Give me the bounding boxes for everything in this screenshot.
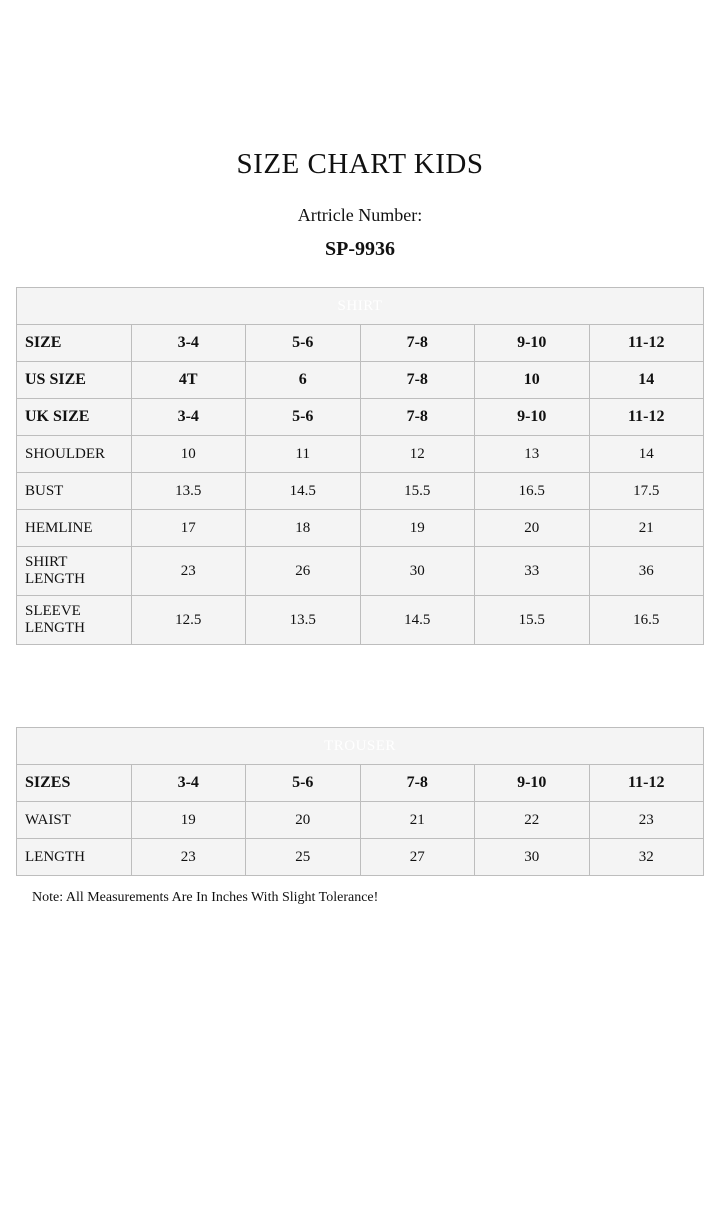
section-spacer xyxy=(16,645,704,727)
table-row xyxy=(17,596,704,645)
page-title: SIZE CHART KIDS xyxy=(236,148,484,180)
row-value: 13.5 xyxy=(246,596,361,645)
row-value: 3-4 xyxy=(131,325,246,362)
row-value: 18 xyxy=(246,510,361,547)
row-value: 16.5 xyxy=(475,473,590,510)
row-value: 13 xyxy=(475,436,590,473)
row-value: 14 xyxy=(589,362,704,399)
shirt-table-wrapper xyxy=(16,287,704,645)
row-value: 12 xyxy=(360,436,475,473)
row-label: UK SIZE xyxy=(17,399,132,436)
table-row xyxy=(17,473,704,510)
row-value: 26 xyxy=(246,547,361,596)
row-value: 36 xyxy=(589,547,704,596)
row-label: US SIZE xyxy=(17,362,132,399)
row-value: 7-8 xyxy=(360,325,475,362)
row-value: 11-12 xyxy=(589,399,704,436)
row-label: LENGTH xyxy=(17,839,132,876)
row-value: 30 xyxy=(475,839,590,876)
row-label: SHOULDER xyxy=(17,436,132,473)
row-value: 9-10 xyxy=(475,399,590,436)
row-value: 14 xyxy=(589,436,704,473)
table-row xyxy=(17,839,704,876)
row-value: 5-6 xyxy=(246,325,361,362)
row-value: 25 xyxy=(246,839,361,876)
row-value: 6 xyxy=(246,362,361,399)
row-value: 33 xyxy=(475,547,590,596)
table-row xyxy=(17,547,704,596)
row-value: 7-8 xyxy=(360,765,475,802)
row-label: SHIRT LENGTH xyxy=(17,547,132,596)
row-value: 30 xyxy=(360,547,475,596)
trouser-table-wrapper xyxy=(16,727,704,876)
row-value: 9-10 xyxy=(475,765,590,802)
row-value: 27 xyxy=(360,839,475,876)
row-value: 21 xyxy=(360,802,475,839)
row-value: 19 xyxy=(360,510,475,547)
row-value: 19 xyxy=(131,802,246,839)
row-value: 11 xyxy=(246,436,361,473)
table-row xyxy=(17,325,704,362)
row-value: 15.5 xyxy=(360,473,475,510)
shirt-size-table xyxy=(16,287,704,645)
row-value: 17 xyxy=(131,510,246,547)
trouser-section-header-row xyxy=(17,728,704,765)
row-value: 11-12 xyxy=(589,765,704,802)
row-value: 14.5 xyxy=(360,596,475,645)
trouser-section-heading: TROUSER xyxy=(17,728,704,765)
table-row xyxy=(17,510,704,547)
row-value: 12.5 xyxy=(131,596,246,645)
row-value: 3-4 xyxy=(131,399,246,436)
row-value: 10 xyxy=(475,362,590,399)
row-value: 10 xyxy=(131,436,246,473)
table-row xyxy=(17,362,704,399)
row-value: 17.5 xyxy=(589,473,704,510)
row-value: 20 xyxy=(246,802,361,839)
row-value: 14.5 xyxy=(246,473,361,510)
row-value: 11-12 xyxy=(589,325,704,362)
table-row xyxy=(17,802,704,839)
row-label: SIZES xyxy=(17,765,132,802)
row-value: 5-6 xyxy=(246,765,361,802)
table-row xyxy=(17,399,704,436)
row-value: 32 xyxy=(589,839,704,876)
shirt-section-header-row xyxy=(17,288,704,325)
row-value: 23 xyxy=(131,547,246,596)
row-value: 7-8 xyxy=(360,399,475,436)
row-value: 16.5 xyxy=(589,596,704,645)
row-label: WAIST xyxy=(17,802,132,839)
row-value: 22 xyxy=(475,802,590,839)
table-row xyxy=(17,765,704,802)
row-value: 7-8 xyxy=(360,362,475,399)
row-value: 13.5 xyxy=(131,473,246,510)
article-number: SP-9936 xyxy=(325,238,395,260)
shirt-section-heading: SHIRT xyxy=(17,288,704,325)
size-chart-page xyxy=(0,148,720,1228)
row-value: 15.5 xyxy=(475,596,590,645)
row-value: 9-10 xyxy=(475,325,590,362)
article-label: Artricle Number: xyxy=(297,205,423,225)
row-label: SLEEVE LENGTH xyxy=(17,596,132,645)
trouser-size-table xyxy=(16,727,704,876)
row-value: 3-4 xyxy=(131,765,246,802)
row-value: 23 xyxy=(131,839,246,876)
row-label: SIZE xyxy=(17,325,132,362)
row-label: BUST xyxy=(17,473,132,510)
table-row xyxy=(17,436,704,473)
row-value: 5-6 xyxy=(246,399,361,436)
row-value: 21 xyxy=(589,510,704,547)
row-value: 4T xyxy=(131,362,246,399)
row-value: 20 xyxy=(475,510,590,547)
row-value: 23 xyxy=(589,802,704,839)
measurement-note: Note: All Measurements Are In Inches With Slight Tolerance! xyxy=(32,890,379,905)
row-label: HEMLINE xyxy=(17,510,132,547)
